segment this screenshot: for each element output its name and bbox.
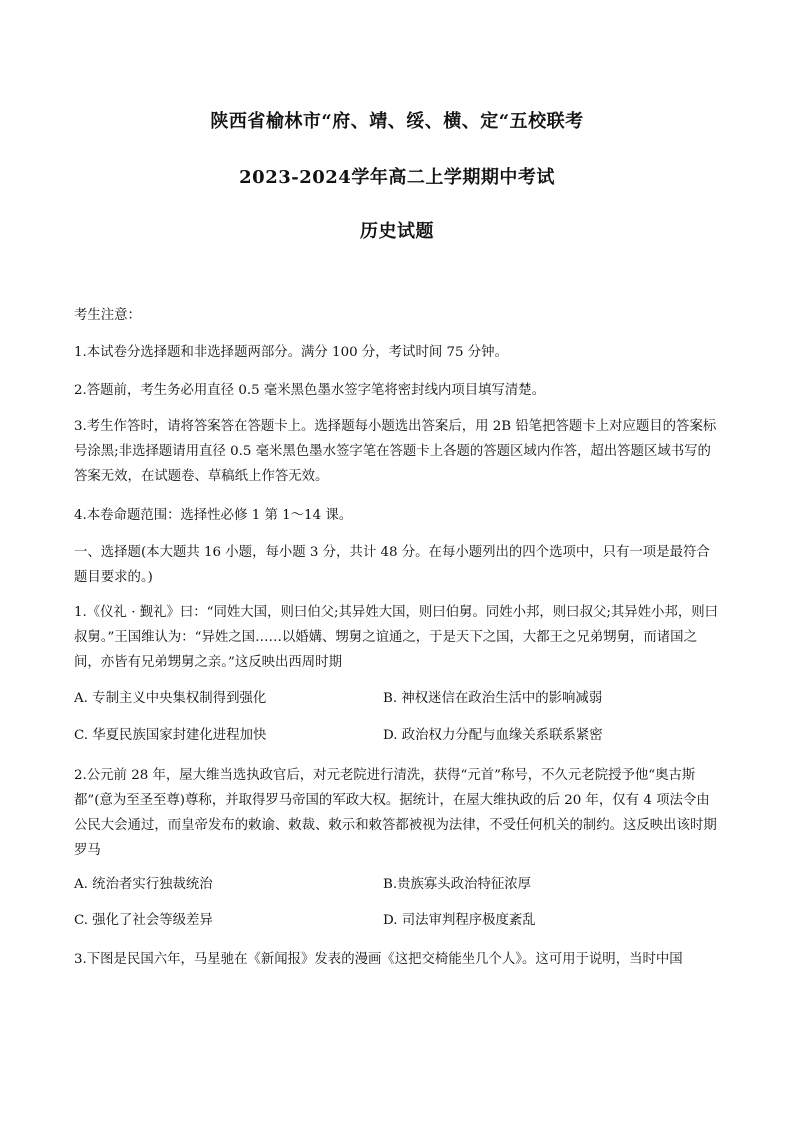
question-1-option-row-2 [74,726,722,746]
question-2-option-d[interactable]: D. 司法审判程序极度紊乱 [383,913,536,928]
section1-intro: 一、选择题(本大题共 16 小题，每小题 3 分，共计 48 分。在每小题列出的四个选项中，只有一项是最符合题目要求的。) [74,545,710,585]
question-2-option-c[interactable]: C. 强化了社会等级差异 [74,913,213,928]
question-2-option-row-2 [74,911,722,931]
notice-heading: 考生注意： [74,308,141,323]
notice-item-3: 3.考生作答时，请将答案答在答题卡上。选择题每小题选出答案后，用 2B 铅笔把答题卡上对应题目的答案标号涂黑;非选择题请用直径 0.5 毫米黑色墨水签字笔在答题卡上各题的答题区域内作答，超出答题区域书写的答案无效，在试题卷、草稿纸上作答无效。 [74,419,717,484]
notice-item-1: 1.本试卷分选择题和非选择题两部分。满分 100 分，考试时间 75 分钟。 [74,345,508,360]
question-3-stem: 3.下图是民国六年，马星驰在《新闻报》发表的漫画《这把交椅能坐几个人》。这可用于说明，当时中国 [74,952,683,967]
exam-subject-title: 历史试题 [360,221,434,242]
question-1-stem: 1.《仪礼 · 觐礼》曰：“同姓大国，则曰伯父;其异姓大国，则曰伯舅。同姓小邦，则曰叔父;其异姓小邦，则曰叔舅。”王国维认为：“异姓之国……以婚媾、甥舅之谊通之，于是天下之国，大都王之兄弟甥舅，而诸国之间，亦皆有兄弟甥舅之亲。”这反映出西周时期 [74,605,718,670]
question-2-option-a[interactable]: A. 统治者实行独裁统治 [74,877,213,892]
question-1-options-2 [74,726,722,746]
question-2-stem: 2.公元前 28 年，屋大维当选执政官后，对元老院进行清洗，获得“元首”称号，不久元老院授予他“奥古斯都”(意为至圣至尊)尊称，并取得罗马帝国的军政大权。据统计，在屋大维执政的后 20 年，仅有 4 项法令由公民大会通过，而皇帝发布的敕谕、敕裁、敕示和敕答都被视为法律，不受任何机关的制约。这反映出该时期罗马 [74,768,717,858]
question-2-option-row-1 [74,875,722,895]
question-1-option-d[interactable]: D. 政治权力分配与血缘关系联系紧密 [383,728,603,743]
question-2-options-2 [74,911,722,931]
question-1-option-row-1 [74,689,722,709]
question-1-option-c[interactable]: C. 华夏民族国家封建化进程加快 [74,728,267,743]
exam-header-line1: 陕西省榆林市“府、靖、绥、横、定“五校联考 [210,111,584,132]
notice-item-2: 2.答题前，考生务必用直径 0.5 毫米黑色墨水签字笔将密封线内项目填写清楚。 [74,383,546,398]
question-2-options [74,875,722,895]
question-2-option-b[interactable]: B.贵族寡头政治特征浓厚 [383,877,532,892]
question-1-options [74,689,722,709]
exam-header-line2: 2023-2024学年高二上学期期中考试 [239,167,555,188]
question-1-option-a[interactable]: A. 专制主义中央集权制得到强化 [74,691,267,706]
question-1-option-b[interactable]: B. 神权迷信在政治生活中的影响减弱 [383,691,603,706]
notice-item-4: 4.本卷命题范围：选择性必修 1 第 1～14 课。 [74,508,353,523]
